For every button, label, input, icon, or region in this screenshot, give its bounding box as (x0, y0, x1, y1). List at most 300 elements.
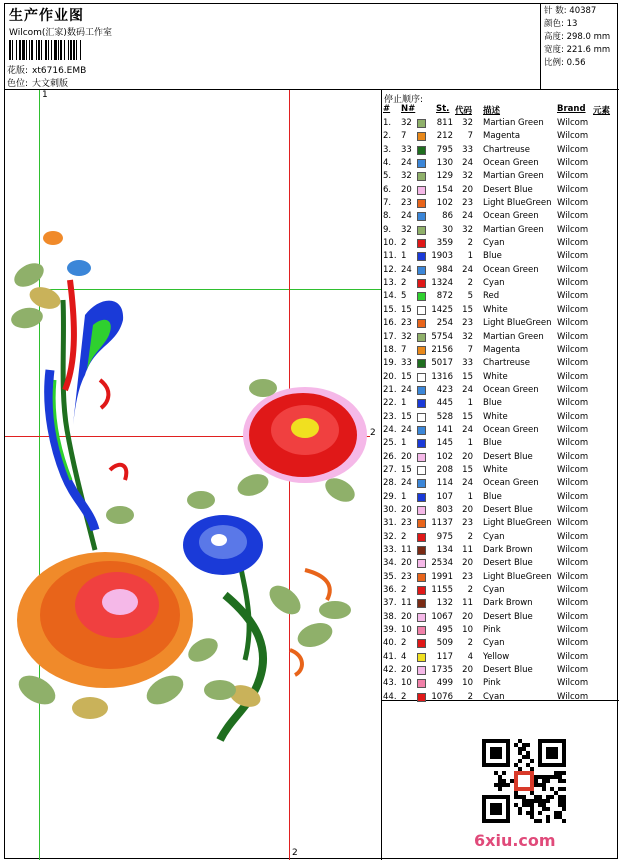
color-swatch (417, 186, 426, 195)
row-needle: 1 (401, 491, 407, 502)
row-needle: 10 (401, 625, 412, 636)
row-code: 10 (462, 625, 473, 636)
row-brand: Wilcom (557, 291, 589, 302)
row-description: Ocean Green (483, 478, 539, 489)
row-code: 20 (462, 665, 473, 676)
row-description: Blue (483, 438, 502, 449)
color-swatch (417, 466, 426, 475)
row-description: White (483, 371, 508, 382)
row-needle: 24 (401, 264, 412, 275)
embroidery-design-image (5, 90, 382, 860)
file-value: xt6716.EMB (32, 66, 87, 76)
row-description: Martian Green (483, 331, 544, 342)
col-header-index: # (383, 104, 391, 114)
row-index: 43. (383, 678, 397, 689)
table-row (382, 237, 619, 250)
row-brand: Wilcom (557, 304, 589, 315)
row-code: 15 (462, 304, 473, 315)
row-needle: 15 (401, 411, 412, 422)
color-swatch (417, 319, 426, 328)
row-index: 42. (383, 665, 397, 676)
row-stitches: 145 (436, 438, 453, 449)
row-stitches: 208 (436, 464, 453, 475)
row-code: 32 (462, 224, 473, 235)
table-row (382, 531, 619, 544)
row-stitches: 86 (442, 211, 453, 222)
color-swatch (417, 226, 426, 235)
row-needle: 11 (401, 545, 412, 555)
row-brand: Wilcom (557, 318, 589, 329)
row-brand: Wilcom (557, 411, 589, 422)
row-stitches: 509 (436, 638, 453, 649)
color-swatch (417, 639, 426, 648)
row-code: 20 (462, 558, 473, 569)
row-needle: 33 (401, 144, 412, 155)
row-index: 39. (383, 625, 397, 636)
row-brand: Wilcom (557, 424, 589, 435)
color-position-line (7, 76, 68, 89)
row-needle: 15 (401, 464, 412, 475)
row-brand: Wilcom (557, 438, 589, 449)
row-description: Pink (483, 625, 501, 636)
row-code: 20 (462, 504, 473, 515)
table-row (382, 331, 619, 344)
row-needle: 24 (401, 384, 412, 395)
file-label: 花版: (7, 66, 29, 76)
col-header-needle: N# (401, 104, 416, 114)
sheet-title: 生产作业图 (9, 8, 84, 24)
row-description: Martian Green (483, 171, 544, 182)
sheet-header (5, 4, 619, 90)
table-row (382, 544, 619, 557)
row-index: 23. (383, 411, 397, 422)
row-stitches: 141 (436, 424, 453, 435)
row-code: 24 (462, 211, 473, 222)
row-stitches: 445 (436, 398, 453, 409)
row-needle: 32 (401, 331, 412, 342)
color-swatch (417, 666, 426, 675)
row-brand: Wilcom (557, 331, 589, 342)
row-brand: Wilcom (557, 504, 589, 515)
table-row (382, 371, 619, 384)
row-brand: Wilcom (557, 384, 589, 395)
row-description: Cyan (483, 278, 505, 289)
table-row (382, 290, 619, 303)
row-description: White (483, 464, 508, 475)
stop-sequence-title: 停止顺序: (384, 95, 424, 105)
row-brand: Wilcom (557, 518, 589, 529)
row-needle: 32 (401, 118, 412, 128)
color-swatch (417, 413, 426, 422)
row-stitches: 1155 (431, 585, 453, 596)
row-code: 32 (462, 118, 473, 128)
row-brand: Wilcom (557, 344, 589, 355)
row-brand: Wilcom (557, 478, 589, 489)
row-needle: 10 (401, 678, 412, 689)
row-code: 23 (462, 198, 473, 209)
table-row (382, 130, 619, 143)
stat-colors: 颜色: 13 (544, 19, 578, 29)
table-row (382, 637, 619, 650)
row-brand: Wilcom (557, 371, 589, 382)
qr-panel (382, 701, 619, 860)
color-swatch (417, 479, 426, 488)
row-needle: 24 (401, 478, 412, 489)
table-row (382, 424, 619, 437)
color-swatch (417, 252, 426, 261)
qr-code-icon (482, 739, 566, 823)
row-stitches: 423 (436, 384, 453, 395)
color-swatch (417, 493, 426, 502)
row-code: 23 (462, 571, 473, 582)
row-needle: 20 (401, 665, 412, 676)
table-row (382, 464, 619, 477)
row-index: 2. (383, 131, 392, 142)
row-index: 32. (383, 531, 397, 542)
row-index: 36. (383, 585, 397, 596)
row-needle: 32 (401, 171, 412, 182)
row-description: Cyan (483, 238, 505, 249)
row-stitches: 359 (436, 238, 453, 249)
table-row (382, 344, 619, 357)
table-row (382, 170, 619, 183)
row-needle: 2 (401, 278, 407, 289)
color-swatch (417, 199, 426, 208)
row-index: 7. (383, 198, 392, 209)
row-code: 23 (462, 518, 473, 529)
color-label: 色位: (7, 79, 29, 89)
table-row (382, 584, 619, 597)
row-brand: Wilcom (557, 651, 589, 662)
color-swatch (417, 346, 426, 355)
design-preview (5, 90, 382, 860)
color-swatch (417, 132, 426, 141)
row-code: 33 (462, 358, 473, 369)
table-row (382, 224, 619, 237)
table-row (382, 304, 619, 317)
row-description: Desert Blue (483, 665, 533, 676)
row-description: Cyan (483, 691, 505, 702)
row-stitches: 1067 (431, 611, 453, 622)
row-needle: 33 (401, 358, 412, 369)
row-description: Martian Green (483, 224, 544, 235)
table-row (382, 664, 619, 677)
row-needle: 20 (401, 611, 412, 622)
color-swatch (417, 439, 426, 448)
row-stitches: 2534 (431, 558, 453, 569)
table-row (382, 451, 619, 464)
row-stitches: 803 (436, 504, 453, 515)
table-row (382, 397, 619, 410)
color-swatch (417, 586, 426, 595)
row-description: Light BlueGreen (483, 571, 552, 582)
row-stitches: 795 (436, 144, 453, 155)
row-needle: 20 (401, 184, 412, 195)
row-index: 29. (383, 491, 397, 502)
row-code: 24 (462, 424, 473, 435)
row-index: 17. (383, 331, 397, 342)
col-header-element: 元素 (593, 106, 611, 116)
row-needle: 1 (401, 438, 407, 449)
row-brand: Wilcom (557, 611, 589, 622)
row-index: 20. (383, 371, 397, 382)
row-needle: 2 (401, 238, 407, 249)
row-stitches: 117 (436, 651, 453, 662)
marker-right: 2 (370, 428, 376, 438)
row-description: Desert Blue (483, 611, 533, 622)
row-stitches: 5017 (431, 358, 453, 369)
company-name: Wilcom(汇家)数码工作室 (9, 28, 112, 38)
row-index: 16. (383, 318, 397, 329)
row-description: Cyan (483, 638, 505, 649)
table-row (382, 264, 619, 277)
row-index: 41. (383, 651, 397, 662)
row-description: Cyan (483, 531, 505, 542)
table-row (382, 557, 619, 570)
row-needle: 5 (401, 291, 407, 302)
row-brand: Wilcom (557, 398, 589, 409)
row-needle: 23 (401, 518, 412, 529)
row-brand: Wilcom (557, 158, 589, 169)
col-header-stitches: St. (436, 104, 450, 114)
row-needle: 2 (401, 691, 407, 702)
row-code: 24 (462, 158, 473, 169)
row-index: 5. (383, 171, 392, 182)
row-needle: 2 (401, 585, 407, 596)
row-stitches: 30 (442, 224, 453, 235)
row-code: 7 (467, 344, 473, 355)
row-index: 28. (383, 478, 397, 489)
row-stitches: 1735 (431, 665, 453, 676)
table-row (382, 437, 619, 450)
row-code: 20 (462, 184, 473, 195)
row-index: 30. (383, 504, 397, 515)
table-row (382, 210, 619, 223)
row-brand: Wilcom (557, 211, 589, 222)
row-stitches: 132 (436, 598, 453, 609)
stop-sequence-rows (382, 117, 619, 704)
row-description: Desert Blue (483, 504, 533, 515)
row-index: 11. (383, 251, 397, 262)
row-brand: Wilcom (557, 118, 589, 128)
row-index: 35. (383, 571, 397, 582)
row-stitches: 130 (436, 158, 453, 169)
row-code: 1 (467, 398, 473, 409)
table-row (382, 357, 619, 370)
row-code: 32 (462, 171, 473, 182)
row-stitches: 1137 (431, 518, 453, 529)
row-index: 14. (383, 291, 397, 302)
row-description: Desert Blue (483, 451, 533, 462)
color-swatch (417, 119, 426, 128)
row-index: 1. (383, 118, 392, 128)
row-code: 5 (467, 291, 473, 302)
table-row (382, 157, 619, 170)
row-stitches: 495 (436, 625, 453, 636)
row-needle: 24 (401, 211, 412, 222)
row-brand: Wilcom (557, 358, 589, 369)
color-swatch (417, 399, 426, 408)
row-code: 4 (467, 651, 473, 662)
row-brand: Wilcom (557, 171, 589, 182)
table-row (382, 624, 619, 637)
row-needle: 23 (401, 318, 412, 329)
color-swatch (417, 146, 426, 155)
color-swatch (417, 212, 426, 221)
row-index: 44. (383, 691, 397, 702)
color-swatch (417, 599, 426, 608)
row-index: 6. (383, 184, 392, 195)
color-swatch (417, 613, 426, 622)
row-description: Light BlueGreen (483, 198, 552, 209)
row-stitches: 102 (436, 451, 453, 462)
col-header-brand: Brand (557, 104, 586, 114)
table-row (382, 117, 619, 130)
row-code: 20 (462, 451, 473, 462)
row-index: 27. (383, 464, 397, 475)
row-needle: 20 (401, 451, 412, 462)
row-stitches: 212 (436, 131, 453, 142)
col-header-code: 代码 (455, 106, 473, 116)
color-swatch (417, 559, 426, 568)
row-code: 2 (467, 531, 473, 542)
row-code: 1 (467, 438, 473, 449)
row-index: 8. (383, 211, 392, 222)
row-code: 24 (462, 384, 473, 395)
stats-panel (540, 4, 619, 90)
row-code: 20 (462, 611, 473, 622)
row-code: 2 (467, 585, 473, 596)
stop-sequence-panel (382, 90, 619, 701)
row-description: Ocean Green (483, 211, 539, 222)
row-brand: Wilcom (557, 131, 589, 142)
row-stitches: 107 (436, 491, 453, 502)
color-swatch (417, 573, 426, 582)
row-brand: Wilcom (557, 251, 589, 262)
row-needle: 24 (401, 424, 412, 435)
row-needle: 1 (401, 251, 407, 262)
row-description: Desert Blue (483, 184, 533, 195)
row-index: 13. (383, 278, 397, 289)
row-description: Yellow (483, 651, 510, 662)
row-stitches: 1076 (431, 691, 453, 702)
row-brand: Wilcom (557, 558, 589, 569)
row-description: Light BlueGreen (483, 518, 552, 529)
row-brand: Wilcom (557, 691, 589, 702)
table-row (382, 477, 619, 490)
table-row (382, 611, 619, 624)
row-needle: 1 (401, 398, 407, 409)
stat-stitches: 针 数: 40387 (544, 6, 597, 16)
col-header-description: 描述 (483, 106, 501, 116)
row-needle: 20 (401, 504, 412, 515)
table-row (382, 411, 619, 424)
color-swatch (417, 333, 426, 342)
color-swatch (417, 533, 426, 542)
color-swatch (417, 386, 426, 395)
row-index: 31. (383, 518, 397, 529)
row-brand: Wilcom (557, 598, 589, 609)
row-code: 15 (462, 464, 473, 475)
row-code: 15 (462, 411, 473, 422)
color-swatch (417, 426, 426, 435)
table-row (382, 571, 619, 584)
row-description: Cyan (483, 585, 505, 596)
row-code: 15 (462, 371, 473, 382)
row-brand: Wilcom (557, 638, 589, 649)
row-needle: 23 (401, 198, 412, 209)
row-stitches: 1316 (431, 371, 453, 382)
row-description: White (483, 411, 508, 422)
color-swatch (417, 519, 426, 528)
row-brand: Wilcom (557, 665, 589, 676)
row-description: Ocean Green (483, 158, 539, 169)
row-needle: 23 (401, 571, 412, 582)
site-watermark: 6xiu.com (474, 831, 556, 850)
row-brand: Wilcom (557, 264, 589, 275)
row-description: Pink (483, 678, 501, 689)
table-row (382, 651, 619, 664)
barcode-icon (9, 40, 151, 60)
row-index: 10. (383, 238, 397, 249)
row-description: Martian Green (483, 118, 544, 128)
row-index: 34. (383, 558, 397, 569)
color-swatch (417, 679, 426, 688)
color-swatch (417, 626, 426, 635)
row-index: 22. (383, 398, 397, 409)
row-brand: Wilcom (557, 238, 589, 249)
row-needle: 4 (401, 651, 407, 662)
row-stitches: 811 (436, 118, 453, 128)
color-swatch (417, 266, 426, 275)
row-stitches: 114 (436, 478, 453, 489)
row-stitches: 254 (436, 318, 453, 329)
color-swatch (417, 292, 426, 301)
color-swatch (417, 359, 426, 368)
file-name-line (7, 63, 86, 76)
stat-height: 高度: 298.0 mm (544, 32, 611, 42)
row-code: 2 (467, 238, 473, 249)
row-index: 19. (383, 358, 397, 369)
color-swatch (417, 506, 426, 515)
row-code: 1 (467, 491, 473, 502)
row-stitches: 499 (436, 678, 453, 689)
row-stitches: 102 (436, 198, 453, 209)
table-row (382, 197, 619, 210)
row-description: Ocean Green (483, 264, 539, 275)
row-index: 25. (383, 438, 397, 449)
production-sheet (4, 3, 618, 859)
row-needle: 11 (401, 598, 412, 609)
row-brand: Wilcom (557, 278, 589, 289)
row-needle: 7 (401, 344, 407, 355)
table-row (382, 597, 619, 610)
row-needle: 7 (401, 131, 407, 142)
color-swatch (417, 453, 426, 462)
row-description: Desert Blue (483, 558, 533, 569)
row-description: Light BlueGreen (483, 318, 552, 329)
row-code: 11 (462, 598, 473, 609)
row-stitches: 975 (436, 531, 453, 542)
row-stitches: 528 (436, 411, 453, 422)
row-brand: Wilcom (557, 585, 589, 596)
row-description: Magenta (483, 131, 521, 142)
marker-bottom: 2 (292, 848, 298, 858)
row-description: Ocean Green (483, 384, 539, 395)
row-index: 40. (383, 638, 397, 649)
row-index: 37. (383, 598, 397, 609)
row-code: 2 (467, 691, 473, 702)
